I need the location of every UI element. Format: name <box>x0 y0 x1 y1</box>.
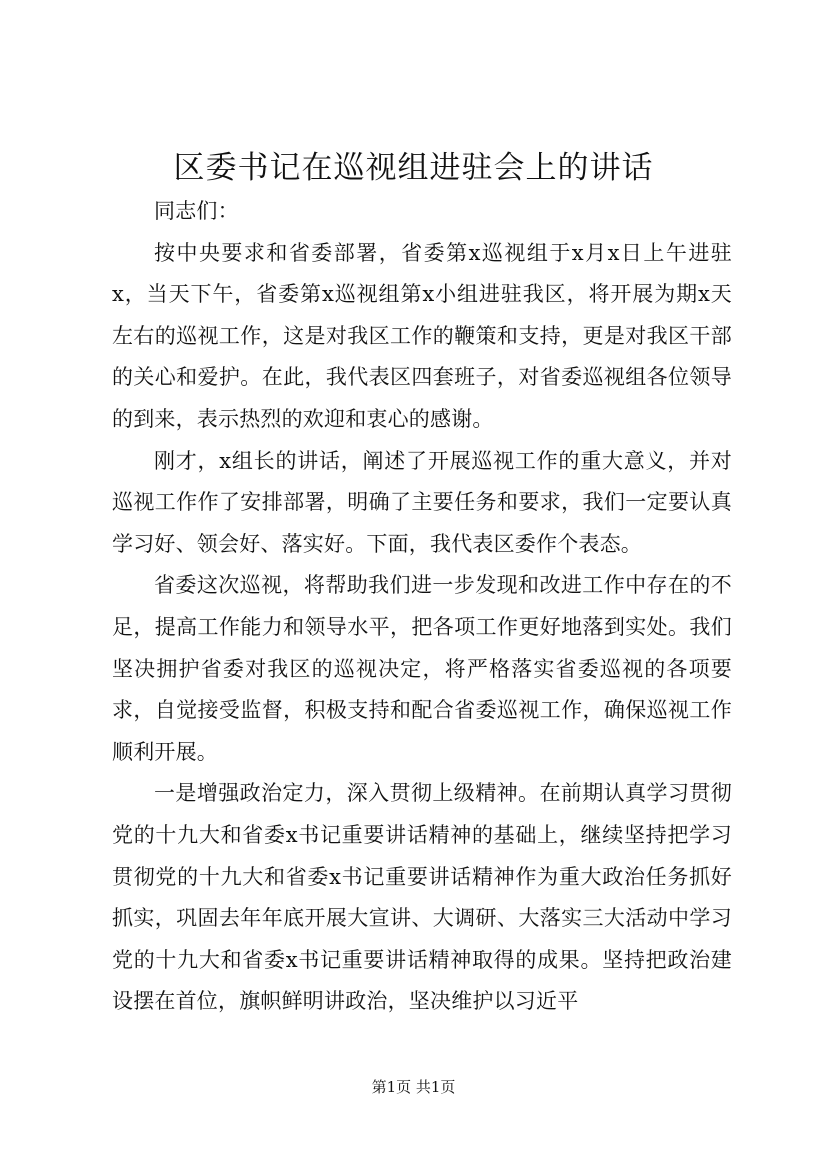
document-body <box>112 191 732 1023</box>
paragraph-2: 刚才，x组长的讲话，阐述了开展巡视工作的重大意义，并对巡视工作作了安排部署，明确了主要任务和要求，我们一定要认真学习好、领会好、落实好。下面，我代表区委作个表态。 <box>112 448 732 556</box>
document-title: 区委书记在巡视组进驻会上的讲话 <box>173 150 654 186</box>
paragraph-3: 省委这次巡视，将帮助我们进一步发现和改进工作中存在的不足，提高工作能力和领导水平，把各项工作更好地落到实处。我们坚决拥护省委对我区的巡视决定，将严格落实省委巡视的各项要求，自觉接受监督，积极支持和配合省委巡视工作，确保巡视工作顺利开展。 <box>112 573 732 764</box>
page-number-footer: 第1页 共1页 <box>371 1078 456 1096</box>
paragraph-4: 一是增强政治定力，深入贯彻上级精神。在前期认真学习贯彻党的十九大和省委x书记重要讲话精神的基础上，继续坚持把学习贯彻党的十九大和省委x书记重要讲话精神作为重大政治任务抓好抓实，巩固去年年底开展大宣讲、大调研、大落实三大活动中学习党的十九大和省委x书记重要讲话精神取得的成果。坚持把政治建设摆在首位，旗帜鲜明讲政治，坚决维护以习近平 <box>112 781 732 1014</box>
salutation: 同志们： <box>154 199 239 223</box>
paragraph-1: 按中央要求和省委部署，省委第x巡视组于x月x日上午进驻x，当天下午，省委第x巡视组第x小组进驻我区，将开展为期x天左右的巡视工作，这是对我区工作的鞭策和支持，更是对我区干部的关心和爱护。在此，我代表区四套班子，对省委巡视组各位领导的到来，表示热烈的欢迎和衷心的感谢。 <box>112 240 732 431</box>
